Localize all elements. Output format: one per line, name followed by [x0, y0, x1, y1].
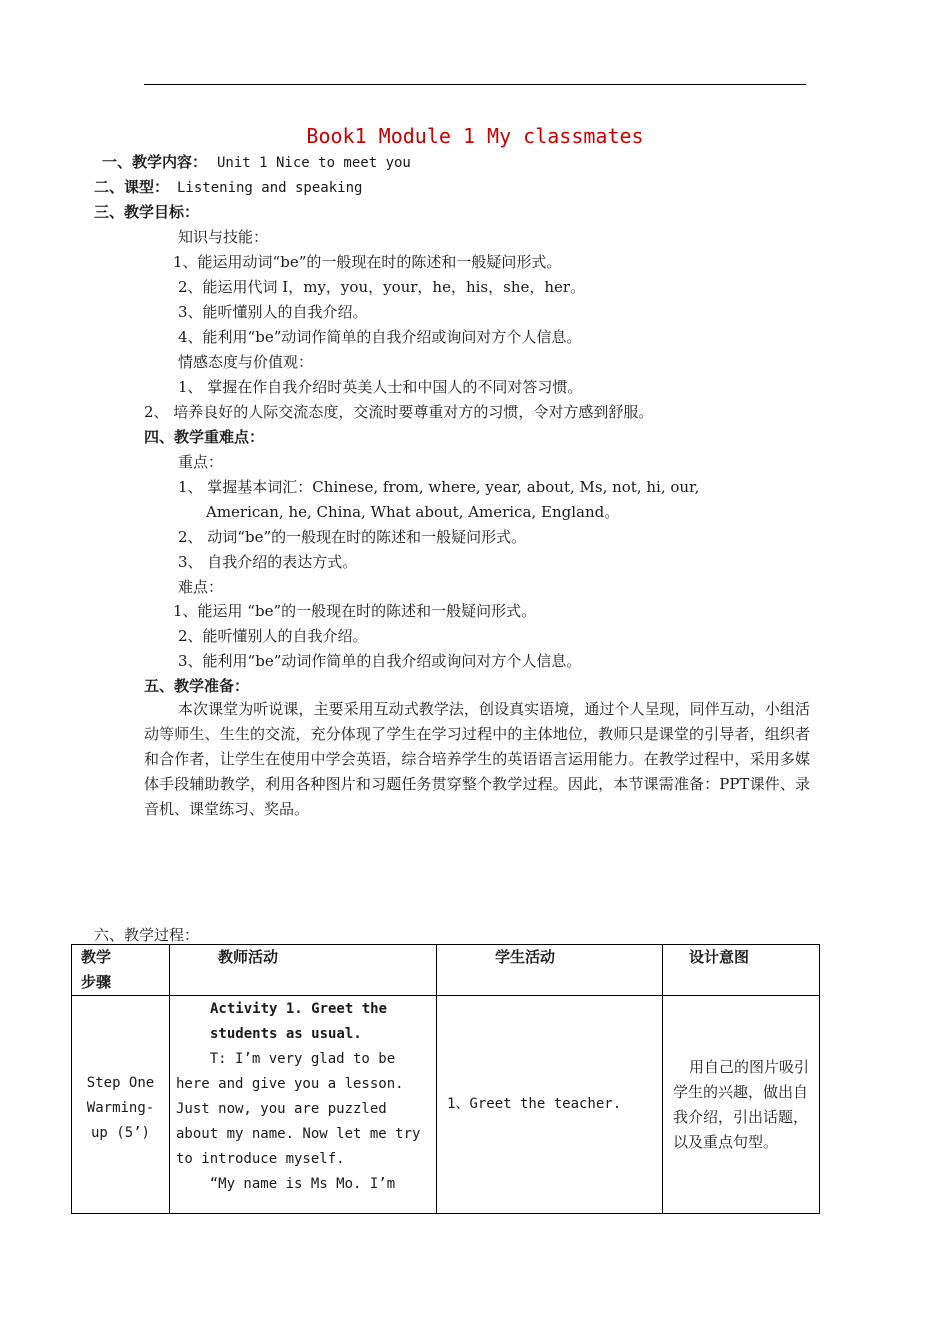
document-title: Book1 Module 1 My classmates [306, 124, 644, 148]
emotion-1: 1、 掌握在作自我介绍时英美人士和中国人的不同对答习惯。 [178, 378, 583, 396]
design-intent-cell: 用自己的图片吸引学生的兴趣，做出自我介绍，引出话题，以及重点句型。 [663, 996, 820, 1214]
key-point-1a: 1、 掌握基本词汇：Chinese, from, where, year, about, Ms, not, hi, our, [178, 478, 700, 496]
section-6-label: 六、教学过程： [94, 926, 200, 944]
activity-title: Activity 1. Greet the students as usual. [210, 1001, 388, 1042]
knowledge-heading: 知识与技能： [178, 228, 269, 246]
key-heading: 重点： [178, 453, 224, 471]
objective-4: 4、能利用“be”动词作简单的自我介绍或询问对方个人信息。 [178, 328, 582, 346]
header-student: 学生活动 [437, 945, 663, 996]
key-point-3: 3、 自我介绍的表达方式。 [178, 553, 358, 571]
difficulty-1: 1、能运用 “be”的一般现在时的陈述和一般疑问形式。 [173, 602, 537, 620]
section-5-label: 五、教学准备： [144, 677, 250, 695]
table-header-row [72, 945, 820, 996]
objective-3: 3、能听懂别人的自我介绍。 [178, 303, 368, 321]
key-point-1b: American, he, China, What about, America, England。 [206, 503, 620, 521]
emotion-2: 2、 培养良好的人际交流态度，交流时要尊重对方的习惯，令对方感到舒服。 [144, 403, 654, 421]
header-rule [144, 84, 806, 85]
table-row [72, 996, 820, 1214]
difficulty-3: 3、能利用“be”动词作简单的自我介绍或询问对方个人信息。 [178, 652, 582, 670]
key-point-2: 2、 动词“be”的一般现在时的陈述和一般疑问形式。 [178, 528, 527, 546]
section-2-value: Listening and speaking [177, 180, 363, 196]
section-1-label: 一、教学内容： [102, 153, 208, 171]
objective-2: 2、能运用代词 I，my，you，your，he，his，she，her。 [178, 278, 586, 296]
process-table [71, 944, 820, 1214]
header-intent: 设计意图 [663, 945, 820, 996]
objective-1: 1、能运用动词“be”的一般现在时的陈述和一般疑问形式。 [173, 253, 562, 271]
step-cell: Step One Warming- up (5’) [72, 996, 170, 1214]
activity-body: T: I’m very glad to be here and give you a lesson. Just now, you are puzzled about my name. Now let me try to introduce myself. “My name is Ms Mo. I’m [176, 1051, 421, 1192]
difficulty-2: 2、能听懂别人的自我介绍。 [178, 627, 368, 645]
section-1-value: Unit 1 Nice to meet you [217, 155, 411, 171]
teacher-activity-cell [170, 996, 437, 1214]
section-4-label: 四、教学重难点： [144, 428, 265, 446]
student-activity-cell: 1、Greet the teacher. [437, 996, 663, 1214]
preparation-paragraph: 本次课堂为听说课，主要采用互动式教学法，创设真实语境，通过个人呈现，同伴互动，小组活动等师生、生生的交流，充分体现了学生在学习过程中的主体地位，教师只是课堂的引导者，组织者和合作者，让学生在使用中学会英语，综合培养学生的英语语言运用能力。在教学过程中，采用多媒体手段辅助教学，利用各种图片和习题任务贯穿整个教学过程。因此，本节课需准备：PPT课件、录音机、课堂练习、奖品。 [144, 700, 810, 818]
header-teacher: 教师活动 [170, 945, 437, 996]
section-3-label: 三、教学目标： [94, 203, 200, 221]
section-2-label: 二、课型： [94, 178, 170, 196]
emotion-heading: 情感态度与价值观： [178, 353, 314, 371]
header-step: 教学 步骤 [72, 945, 170, 996]
difficulty-heading: 难点： [178, 578, 224, 596]
